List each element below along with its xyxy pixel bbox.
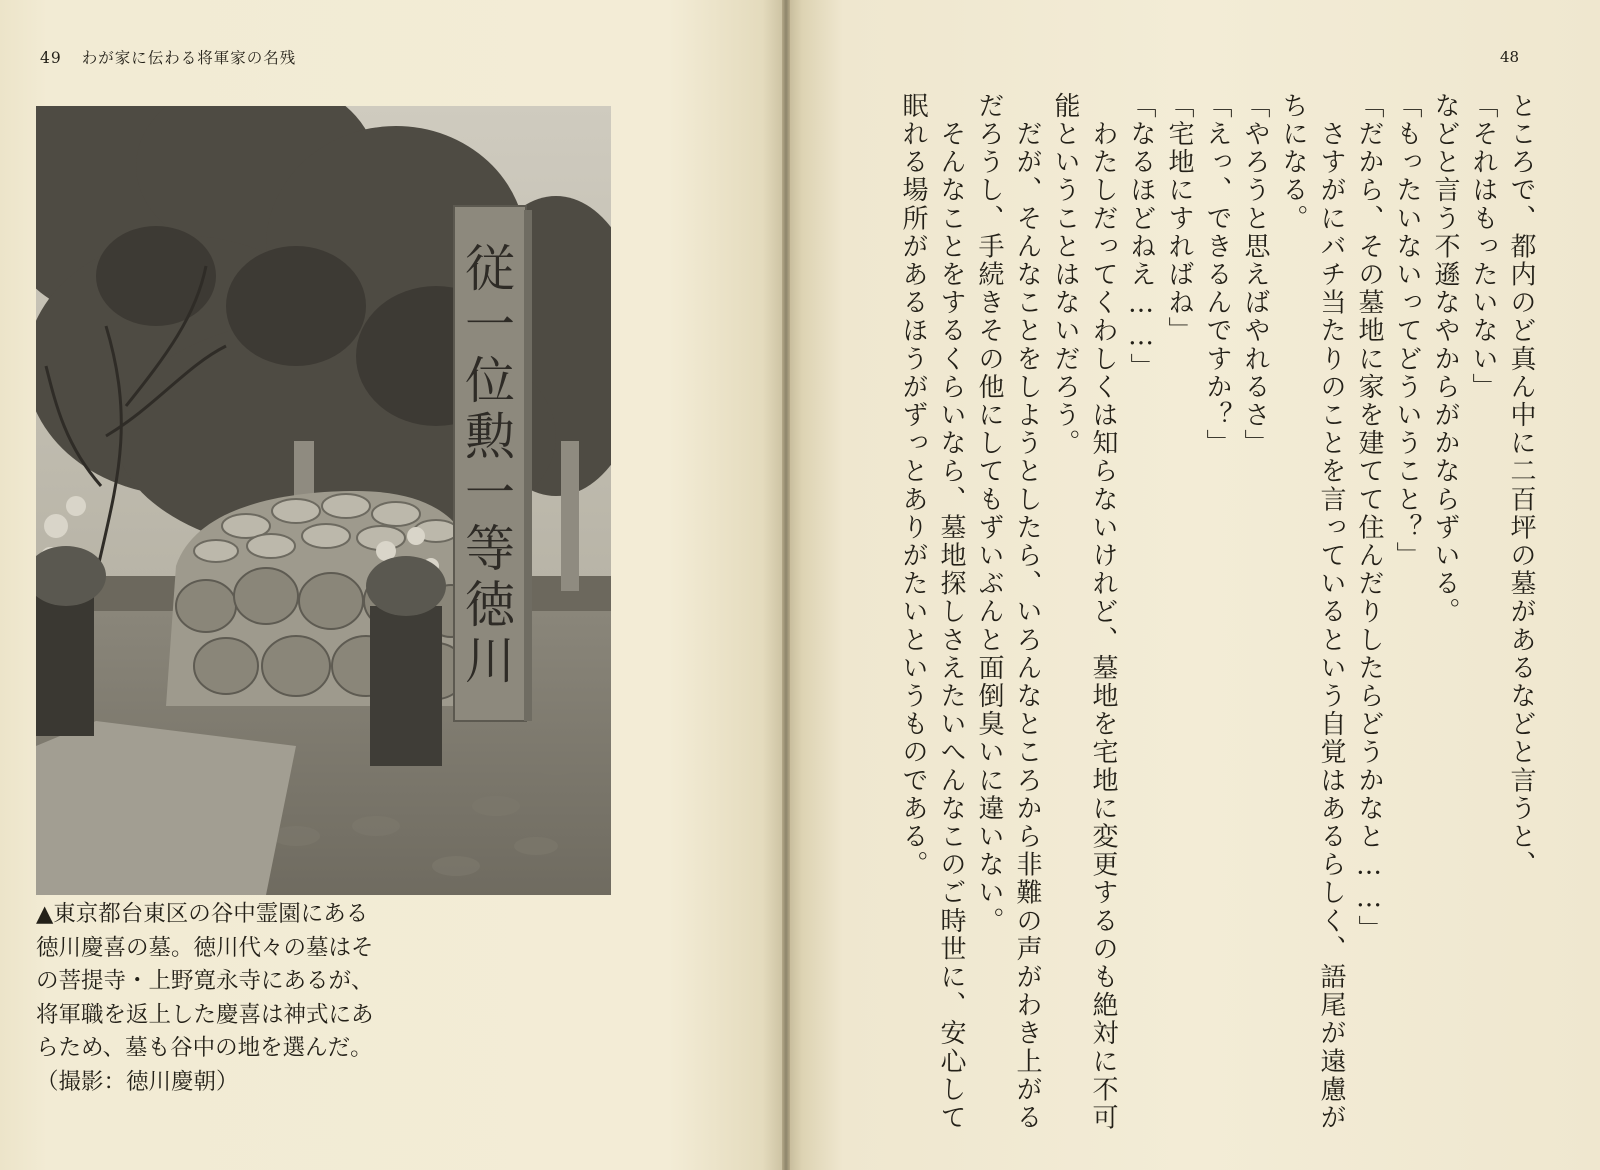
paragraph: ところで、都内のど真ん中に二百坪の墓があるなどと言うと、: [1506, 92, 1536, 879]
paragraph: 「宅地にすればね」: [1164, 92, 1194, 345]
running-title: わが家に伝わる将軍家の名残: [81, 49, 297, 67]
paragraph: だが、そんなことをしようとしたら、いろんなところから非難の声がわき上がるだろうし、手続きその他にしてもずいぶんと面倒臭いに違いない。: [974, 92, 1042, 1132]
grave-photo: [36, 106, 611, 895]
paragraph: さすがにバチ当たりのことを言っているという自覚はあるらしく、語尾が遠慮がちになる。: [1278, 92, 1346, 1132]
paragraph: わたしだってくわしくは知らないけれど、墓地を宅地に変更するのも絶対に不可能ということはないだろう。: [1050, 92, 1118, 1132]
left-page-header: [40, 46, 296, 68]
paragraph: そんなことをするくらいなら、墓地探しさえたいへんなこのご時世に、安心して眠れる場所があるほうがずっとありがたいというものである。: [898, 92, 966, 1132]
paragraph: 「やろうと思えばやれるさ」: [1240, 92, 1270, 458]
paragraph: 「だから、その墓地に家を建てて住んだりしたらどうかなと……」: [1354, 92, 1384, 943]
photo-caption: ▲東京都台東区の谷中霊園にある徳川慶喜の墓。徳川代々の墓はその菩提寺・上野寛永寺にあるが、将軍職を返上した慶喜は神式にあらため、墓も谷中の地を選んだ。 （撮影：徳川慶朝）: [36, 901, 384, 1095]
paragraph: などと言う不遜なやからがかならずいる。: [1430, 92, 1460, 626]
paragraph: 「なるほどねえ……」: [1126, 92, 1156, 381]
book-gutter: [782, 0, 790, 1170]
pillar-inscription: 従一位勲一等徳川: [465, 240, 515, 690]
left-page-number: 49: [40, 49, 62, 67]
right-page-number: 48: [1500, 48, 1520, 66]
main-text: [860, 92, 1540, 1132]
paragraph: 「それはもったいない」: [1468, 92, 1498, 402]
paragraph: 「もったいないってどういうこと？」: [1392, 92, 1422, 570]
paragraph: 「えっ、できるんですか？」: [1202, 92, 1232, 458]
